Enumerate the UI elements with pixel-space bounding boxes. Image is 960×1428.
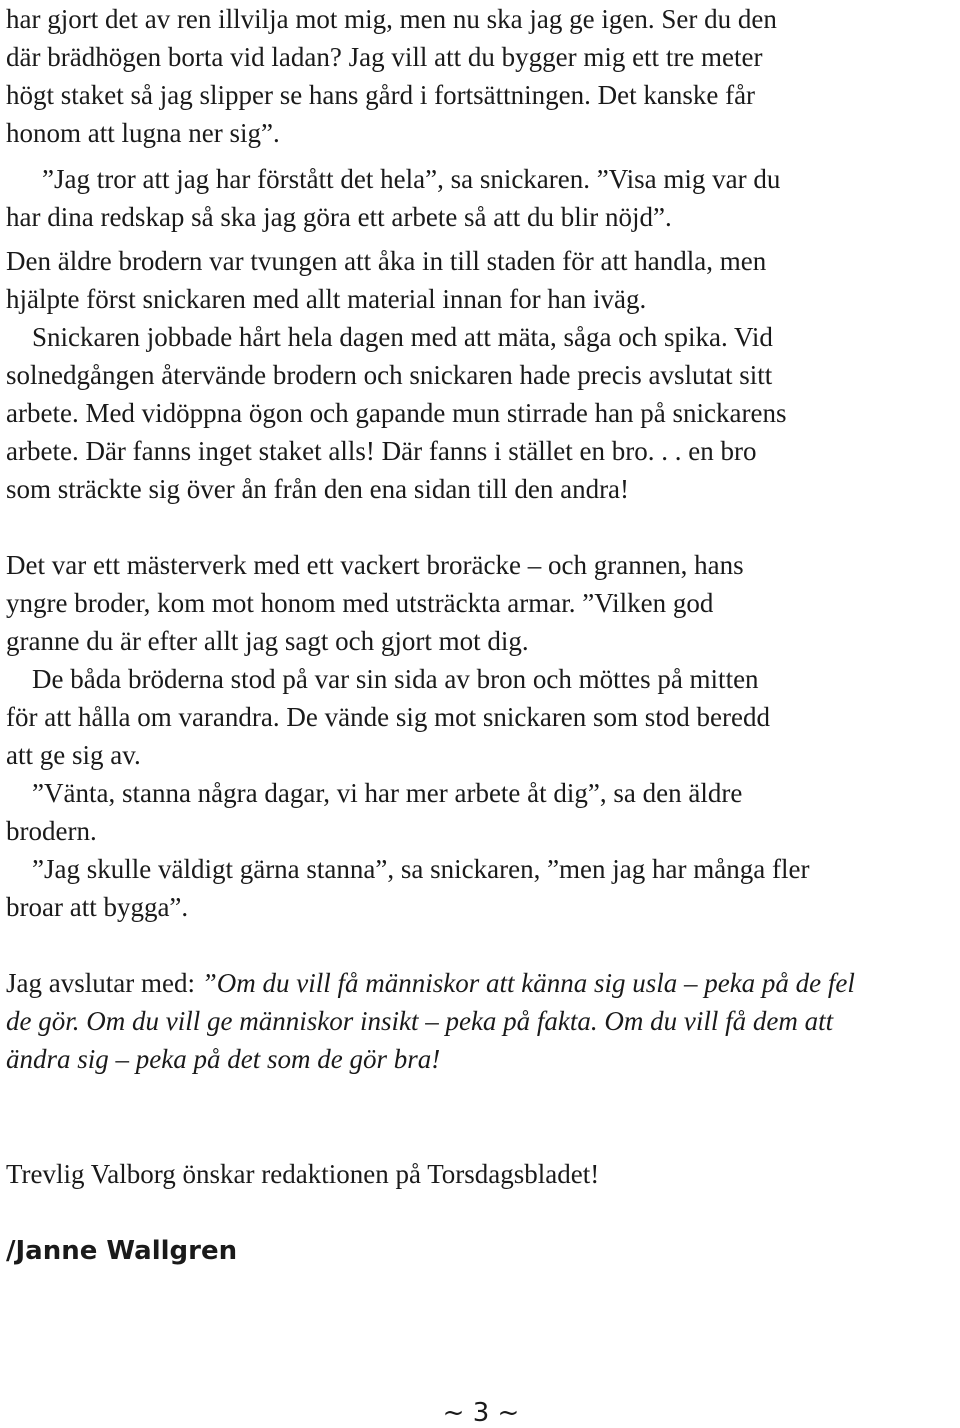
text-line: där brädhögen borta vid ladan? Jag vill att du bygger mig ett tre meter xyxy=(6,42,763,72)
text-line: som sträckte sig över ån från den ena sidan till den andra! xyxy=(6,474,630,504)
page-number: ~ 3 ~ xyxy=(442,1398,520,1428)
text-line: arbete. Där fanns inget staket alls! Där fanns i stället en bro. . . en bro xyxy=(6,436,757,466)
text-line: Det var ett mästerverk med ett vackert broräcke – och grannen, hans xyxy=(6,550,744,580)
text-line: honom att lugna ner sig”. xyxy=(6,118,280,148)
text-line: högt staket så jag slipper se hans gård i fortsättningen. Det kanske får xyxy=(6,80,756,110)
text-line: har gjort det av ren illvilja mot mig, men nu ska jag ge igen. Ser du den xyxy=(6,4,777,34)
text-line: Snickaren jobbade hårt hela dagen med att mäta, såga och spika. Vid xyxy=(32,322,773,352)
closing-quote-line: de gör. Om du vill ge människor insikt – peka på fakta. Om du vill få dem att xyxy=(6,1006,834,1036)
signature: /Janne Wallgren xyxy=(6,1236,238,1266)
closing-quote: ”Om du vill få människor att känna sig usla – peka på de fel xyxy=(201,968,855,998)
text-line: ”Vänta, stanna några dagar, vi har mer arbete åt dig”, sa den äldre xyxy=(32,778,743,808)
text-line: ”Jag skulle väldigt gärna stanna”, sa snickaren, ”men jag har många fler xyxy=(32,854,810,884)
text-line: solnedgången återvände brodern och snickaren hade precis avslutat sitt xyxy=(6,360,773,390)
text-line: granne du är efter allt jag sagt och gjort mot dig. xyxy=(6,626,529,656)
text-line: att ge sig av. xyxy=(6,740,141,770)
greeting: Trevlig Valborg önskar redaktionen på Torsdagsbladet! xyxy=(6,1159,600,1189)
text-line: för att hålla om varandra. De vände sig mot snickaren som stod beredd xyxy=(6,702,771,732)
text-line: hjälpte först snickaren med allt material innan for han iväg. xyxy=(6,284,647,314)
text-line: Den äldre brodern var tvungen att åka in till staden för att handla, men xyxy=(6,246,767,276)
closing-line xyxy=(6,964,855,1002)
text-line: broar att bygga”. xyxy=(6,892,189,922)
text-line: ”Jag tror att jag har förstått det hela”, sa snickaren. ”Visa mig var du xyxy=(42,164,781,194)
text-line: brodern. xyxy=(6,816,97,846)
text-line: har dina redskap så ska jag göra ett arbete så att du blir nöjd”. xyxy=(6,202,672,232)
closing-prefix: Jag avslutar med: xyxy=(6,968,202,998)
text-line: arbete. Med vidöppna ögon och gapande mun stirrade han på snickarens xyxy=(6,398,787,428)
text-line: De båda bröderna stod på var sin sida av bron och möttes på mitten xyxy=(32,664,759,694)
closing-quote-line: ändra sig – peka på det som de gör bra! xyxy=(6,1044,441,1074)
text-line: yngre broder, kom mot honom med utsträckta armar. ”Vilken god xyxy=(6,588,714,618)
document-page xyxy=(6,0,956,1428)
